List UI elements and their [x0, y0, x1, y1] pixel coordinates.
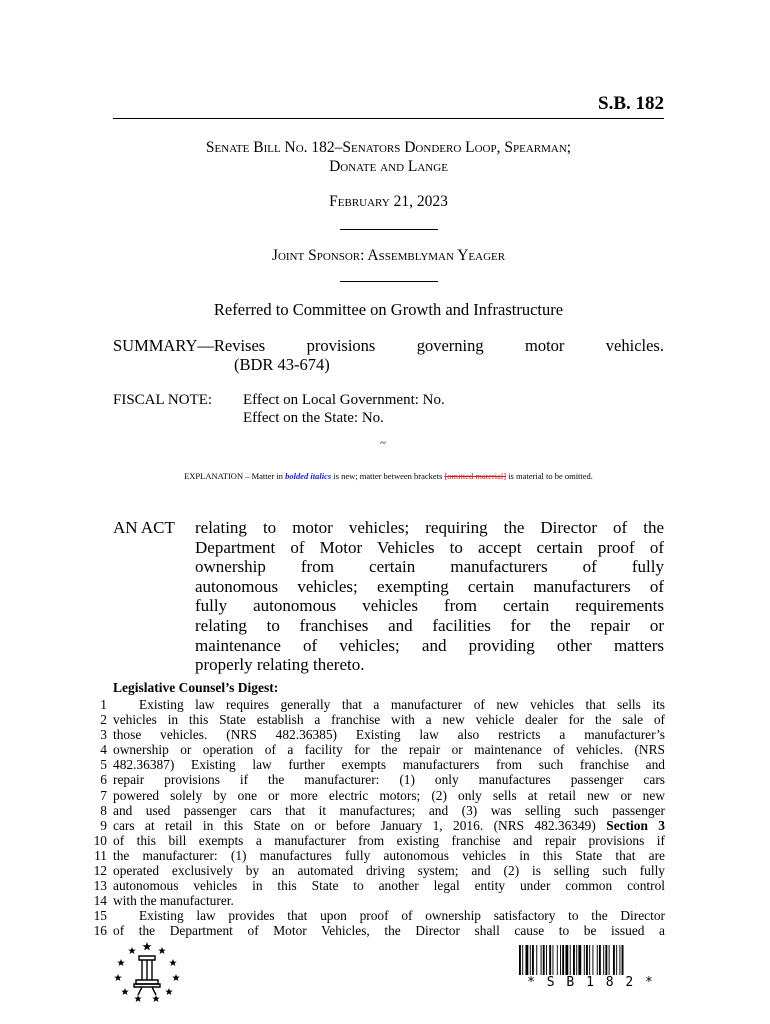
barcode-bar [589, 945, 590, 975]
digest-text: cars at retail in this State on or before January 1, 2016. (NRS 482.36349) [113, 817, 596, 833]
digest-text: 482.36387) Existing law further exempts manufacturers from such franchise and [113, 757, 665, 773]
act-line: maintenance of vehicles; and providing other matters [195, 635, 664, 655]
barcode-bar [546, 945, 547, 975]
barcode-bar [549, 945, 551, 975]
summary-word: vehicles. [605, 336, 664, 355]
digest-line [87, 923, 665, 938]
committee-referral: Referred to Committee on Growth and Infrastructure [213, 300, 564, 319]
barcode-bar [560, 945, 561, 975]
line-number: 16 [93, 923, 107, 939]
line-number: 10 [93, 832, 107, 848]
line-number: 9 [100, 817, 107, 833]
barcode-text: * S B 1 8 2 * [527, 975, 655, 990]
act-line: relating to franchises and facilities for the repair or [195, 615, 664, 635]
barcode-bar [616, 945, 617, 975]
line-number: 5 [100, 757, 107, 773]
sponsors-line-2: Donate and Lange [329, 158, 448, 175]
line-number: 15 [93, 908, 107, 924]
barcode-bar [622, 945, 624, 975]
fiscal-note [113, 391, 445, 427]
digest-text: Existing law provides that upon proof of ownership satisfactory to the Director [139, 908, 665, 924]
act-line: Department of Motor Vehicles to accept certain proof of [195, 537, 664, 557]
digest-line [87, 893, 665, 908]
barcode-bar [536, 945, 537, 975]
barcode-bar [584, 945, 585, 975]
divider-rule [340, 281, 438, 282]
act-line: relating to motor vehicles; requiring the Director of the [195, 518, 664, 537]
digest-line [87, 803, 665, 818]
line-number: 1 [100, 697, 107, 712]
line-number: 8 [100, 802, 107, 818]
introduced-date: February 21, 2023 [329, 193, 448, 210]
act-line: autonomous vehicles; exempting certain manufacturers of [195, 576, 664, 596]
digest-title: Legislative Counsel’s Digest: [113, 680, 279, 695]
summary-bdr: (BDR 43-674) [234, 355, 330, 374]
digest-text: repair provisions if the manufacturer: (1) only manufactures passenger cars [113, 772, 665, 788]
barcode-bar [562, 945, 564, 975]
barcode [519, 945, 663, 975]
barcode-bar [619, 945, 620, 975]
digest-text: of this bill exempts a manufacturer from existing franchise and repair provisions if [113, 832, 665, 848]
barcode-bar [543, 945, 545, 975]
divider-rule [340, 229, 438, 230]
summary [113, 336, 664, 374]
act-line: fully autonomous vehicles from certain requirements [195, 596, 664, 616]
line-number: 3 [100, 727, 107, 743]
bill-sponsors [113, 138, 664, 176]
digest-text: Existing law requires generally that a manufacturer of new vehicles that sells its [139, 697, 665, 712]
barcode-bar [599, 945, 601, 975]
act-line: ownership from certain manufacturers of fully [195, 557, 664, 577]
digest-text: ownership or operation of a facility for the repair or maintenance of vehicles. (NRS [113, 742, 665, 758]
digest-body [87, 697, 665, 939]
line-number: 12 [93, 863, 107, 879]
barcode-bar [613, 945, 615, 975]
barcode-bar [530, 945, 531, 975]
barcode-bar [592, 945, 593, 975]
explanation-omitted: [omitted material] [444, 471, 507, 481]
barcode-bar [532, 945, 534, 975]
sponsors-line-1: Senate Bill No. 182–Senators Dondero Loop, Spearman; [205, 139, 572, 156]
act-title [113, 518, 664, 675]
explanation [113, 471, 664, 481]
summary-word: SUMMARY—Revises [113, 336, 266, 355]
digest-text: autonomous vehicles in this State to another legal entity under common control [113, 878, 665, 894]
barcode-bar [586, 945, 588, 975]
digest-text: vehicles in this State establish a franchise with a new vehicle dealer for the sale of [113, 712, 665, 728]
barcode-bar [519, 945, 521, 975]
digest-text: those vehicles. (NRS 482.36385) Existing law also restricts a manufacturer’s [113, 727, 665, 743]
explanation-suffix: is material to be omitted. [506, 471, 593, 481]
digest-text: the manufacturer: (1) manufactures fully autonomous vehicles in this State that are [113, 847, 665, 863]
digest-line [87, 848, 665, 863]
barcode-bar [557, 945, 558, 975]
line-number: 13 [93, 878, 107, 894]
digest-line [87, 772, 665, 787]
barcode-bar [576, 945, 577, 975]
digest-text: operated exclusively by an automated driving system; and (2) is selling such fully [113, 863, 665, 879]
fiscal-state: Effect on the State: No. [243, 410, 384, 426]
nevada-seal-icon [112, 940, 182, 1002]
fiscal-note-label: FISCAL NOTE: [113, 392, 213, 408]
barcode-bar [603, 945, 604, 975]
barcode-bar [605, 945, 607, 975]
digest-text: with the manufacturer. [113, 893, 234, 909]
digest-line [87, 818, 665, 833]
line-number: 11 [94, 847, 107, 863]
barcode-bar [578, 945, 581, 975]
act-label: AN ACT [113, 518, 175, 537]
section-reference: Section 3 [606, 817, 665, 833]
barcode-bar [597, 945, 598, 975]
barcode-bar [565, 945, 568, 975]
barcode-bar [573, 945, 575, 975]
digest-line [87, 742, 665, 757]
barcode-bar [541, 945, 542, 975]
line-number: 14 [93, 893, 107, 909]
explanation-prefix: EXPLANATION – Matter in [184, 471, 286, 481]
digest-line [87, 833, 665, 848]
summary-word: governing [416, 336, 484, 355]
digest-line [87, 712, 665, 727]
explanation-bolded: bolded italics [285, 471, 332, 481]
barcode-bar [609, 945, 610, 975]
act-line: properly relating thereto. [195, 655, 365, 675]
joint-sponsor: Joint Sponsor: Assemblyman Yeager [271, 247, 506, 264]
barcode-bar [570, 945, 571, 975]
line-number: 4 [100, 742, 107, 758]
digest-line [87, 697, 665, 712]
digest-line [87, 727, 665, 742]
barcode-bar [525, 945, 528, 975]
line-number: 6 [100, 772, 107, 788]
summary-word: provisions [306, 336, 376, 355]
digest-line [87, 908, 665, 923]
digest-text: powered solely by one or more electric motors; (2) only sells at retail new or new [113, 787, 665, 803]
digest-line [87, 863, 665, 878]
section-separator: ~ [380, 437, 386, 449]
barcode-bar [552, 945, 553, 975]
digest-line [87, 878, 665, 893]
digest-line [87, 757, 665, 772]
digest-text: and used passenger cars that it manufactures; and (3) was selling such passenger [113, 802, 665, 818]
bill-number: S.B. 182 [598, 93, 664, 114]
digest-line [87, 788, 665, 803]
line-number: 2 [100, 712, 107, 728]
explanation-middle: is new; matter between brackets [331, 471, 445, 481]
summary-word: motor [525, 336, 565, 355]
header-rule [113, 118, 664, 119]
fiscal-local: Effect on Local Government: No. [243, 392, 445, 408]
line-number: 7 [100, 787, 107, 803]
digest-text: of the Department of Motor Vehicles, the Director shall cause to be issued a [113, 923, 665, 939]
barcode-bar [522, 945, 523, 975]
